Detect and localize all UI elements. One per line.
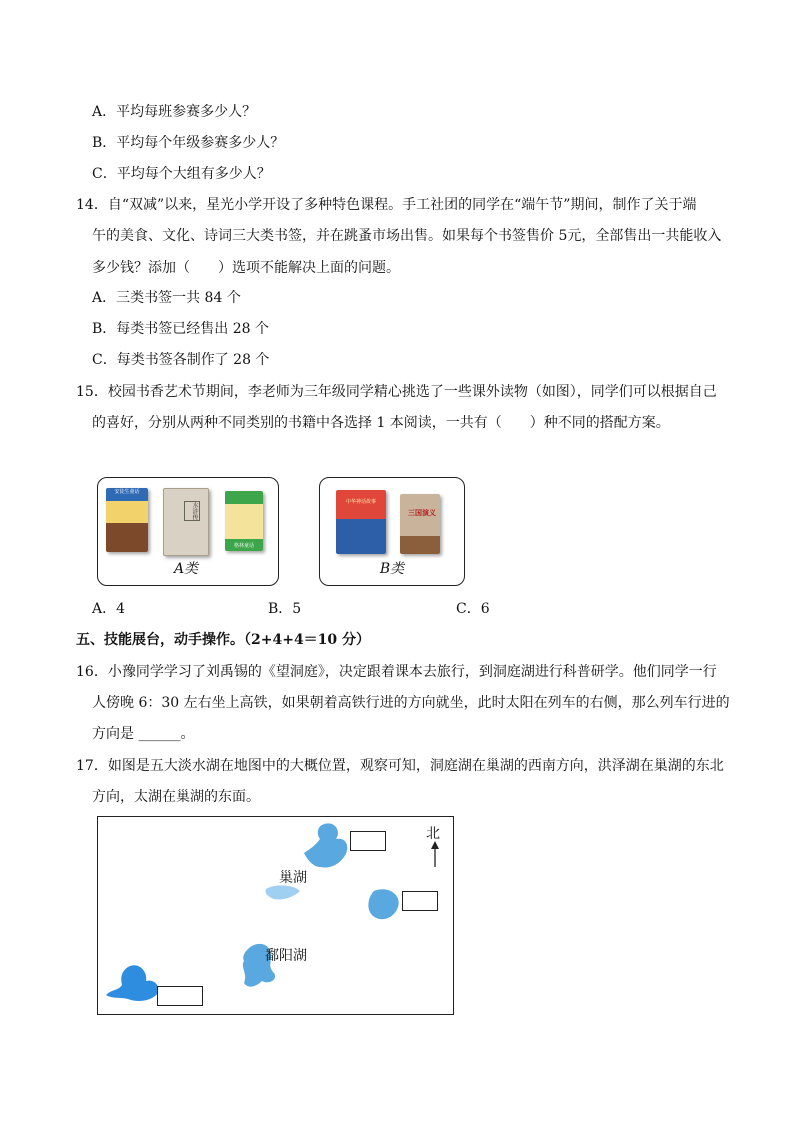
taihu-lake-shape: [368, 889, 398, 919]
category-a-box: [97, 477, 279, 586]
book-andersen-title: 安徒生童话: [114, 489, 140, 495]
lakes-map-svg: [98, 817, 453, 1014]
chaohu-label: 巢湖: [279, 870, 307, 886]
q13-option-c: C．平均每个大组有多少人？: [92, 166, 271, 182]
q14-option-c: C．每类书签各制作了 28 个: [92, 352, 270, 368]
q16-line-1: 16．小豫同学学习了刘禹锡的《望洞庭》，决定跟着课本去旅行，到洞庭湖进行科普研学。他们同学一行: [76, 664, 717, 680]
q13-option-a: A．平均每班参赛多少人？: [92, 104, 257, 120]
north-label: 北: [426, 826, 440, 842]
poyang-label: 鄱阳湖: [265, 948, 307, 964]
taihu-answer-box[interactable]: [402, 891, 438, 911]
q14-line-3: 多少钱？添加（ ）选项不能解决上面的问题。: [92, 260, 400, 276]
book-sanguo: [400, 494, 440, 554]
book-mythology-title: 中华神话故事: [345, 499, 376, 505]
q14-option-a: A．三类书签一共 84 个: [92, 290, 241, 306]
q14-line-1: 14．自“双减”以来，星光小学开设了多种特色课程。手工社团的同学在“端午节”期间，制作了关于端: [76, 197, 697, 213]
hongze-lake-shape: [304, 823, 347, 867]
book-mythology: [336, 490, 386, 554]
q15-option-c: C．6: [456, 601, 490, 617]
q17-line-2: 方向，太湖在巢湖的东面。: [92, 789, 260, 805]
q14-line-2: 午的美食、文化、诗词三大类书签，并在跳蚤市场出售。如果每个书签售价 5元，全部售出一共能收入: [92, 228, 722, 244]
book-shuihu: [163, 488, 209, 556]
book-grimm: [225, 491, 263, 551]
lakes-map: [97, 816, 454, 1015]
hongze-answer-box[interactable]: [350, 831, 386, 851]
q17-line-1: 17．如图是五大淡水湖在地图中的大概位置，观察可知，洞庭湖在巢湖的西南方向，洪泽湖在巢湖的东北: [76, 758, 724, 774]
book-grimm-title: 格林童话: [233, 543, 254, 549]
category-b-label: B类: [379, 561, 405, 577]
section-5-heading: 五、技能展台，动手操作。（2+4+4＝10 分）: [76, 632, 371, 648]
q14-option-b: B．每类书签已经售出 28 个: [92, 321, 270, 337]
q16-line-3: 方向是 ______。: [92, 726, 195, 742]
category-b-box: [319, 477, 465, 586]
q13-option-b: B．平均每个年级参赛多少人？: [92, 135, 285, 151]
dongting-answer-box[interactable]: [157, 986, 203, 1006]
book-andersen: [106, 488, 148, 552]
q15-option-b: B．5: [268, 601, 302, 617]
book-sanguo-title: 三国演义: [408, 508, 436, 517]
book-shuihu-title: 水浒传: [184, 501, 200, 521]
q15-line-2: 的喜好，分别从两种不同类别的书籍中各选择 1 本阅读，一共有（ ）种不同的搭配方案。: [92, 415, 670, 431]
category-a-label: A类: [173, 561, 199, 577]
q16-line-2: 人傍晚 6：30 左右坐上高铁，如果朝着高铁行进的方向就坐，此时太阳在列车的右侧，那么列车行进的: [92, 695, 730, 711]
chaohu-lake-shape: [265, 885, 300, 899]
dongting-lake-shape: [106, 965, 158, 1001]
q15-option-a: A．4: [92, 601, 126, 617]
q15-line-1: 15．校园书香艺术节期间，李老师为三年级同学精心挑选了一些课外读物（如图），同学们可以根据自己: [76, 384, 717, 400]
